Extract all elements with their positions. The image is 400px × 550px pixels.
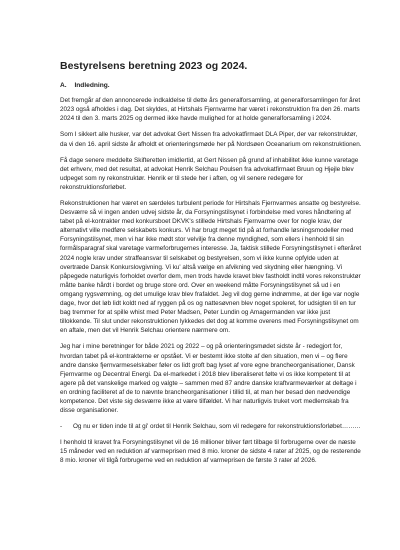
paragraph: Som I sikkert alle husker, var det advokat Gert Nissen fra advokatfirmaet DLA Piper, der var rekonstruktør, da vi den 16. april sidste år afholdt et orienteringsmøde her på Nordsøen Oceanarium om rekonstruktionen. (60, 131, 362, 148)
paragraph: Jeg har i mine beretninger for både 2021 og 2022 – og på orienteringsmødet sidste år - redegjort for, hvordan tabet på el-kontrakterne er opstået. Vi er bestemt ikke stolte af den situation, men vi – og flere andre danske fjernvarmeselskaber føler os lidt groft bag lyset af vore egne brancheorganisationer, Dansk Fjernvarme og Decentral Energi. Da el-markedet i 2018 blev liberaliseret følte vi os ikke kompetent til at agere på det vanskelige marked og valgte – sammen med 87 andre danske kraftvarmeværker at deltage i en ordning faciliteret af de to nævnte brancheorganisationer i tillid til, at man her besad den nødvendige kompetence. Det viste sig desværre ikke at være tilfældet. Vi har naturligvis truket vort medlemskab fra disse organisationer. (60, 343, 357, 415)
section-heading (60, 82, 362, 91)
paragraph: Det fremgår af den annoncerede indkaldelse til dette års generalforsamling, at generalforsamlingen for året 2023 også afholdes i dag. Det skyldes, at Hirtshals Fjernvarme har været i rekonstruktion fra den 26. marts 2024 til den 3. marts 2025 og dermed ikke havde mulighed for at holde generalforsamling i 2024. (60, 97, 361, 123)
list-item-text: Og nu er tiden inde til at gi' ordet til Henrik Selchau, som vil redegøre for rekonstruktionsforløbet……… (73, 423, 361, 431)
closing-paragraph: I henhold til kravet fra Forsyningstilsynet vil de 16 millioner bliver ført tilbage til forbrugerne over de næste 15 måneder ved en reduktion af varmeprisen med 8 mio. kroner de sidste 4 rater af 2025, og de resterende 8 mio. kroner vil tilgå forbrugerne ved en reduktion af varmeprisen de første 3 rater af 2026. (60, 439, 361, 465)
section-title: Indledning. (74, 81, 110, 89)
paragraph: Rekonstruktionen har været en særdeles turbulent periode for Hirtshals Fjernvarmes ansatte og bestyrelse. Desværre så vi ingen anden udvej sidste år, da Forsyningstilsynet i forbindelse med vores håndtering af tabet på el-kontrakter med konkursboet DKVK's stillede Hirtshals Fjernvarme over for nogle krav, der alternativt ville medføre selskabets konkurs. Vi har brugt meget tid på at forhandle løsningsmodeller med Forsyningstilsynet, men vi har ikke mødt stor velvilje fra denne myndighed, som ellers i henhold til sin formålsparagraf skal varetage varmeforbrugernes interesse. Ja, faktisk stillede Forsyningstilsynet i efteråret 2024 nogle krav under straffeansvar til selskabet og bestyrelsen, som vi ikke kunne opfylde uden at overtræde Dansk Konkurslovgivning. Vi ku' altså vælge en afvikning ved skydning eller hængning. Vi påpegede naturligvis forholdet overfor dem, men trods havde kravet blev fastholdt indtil vores rekonstruktør måtte banke hårdt i bordet og bruge store ord. Over en weekend måtte Forsyningstilsynet så ud i en omgang rygsvømning, og det umulige krav blev frafaldet. Jeg vil dog gerne indrømme, at der lige var nogle dage, hvor det løb lidt koldt ned af ryggen på os og nattesøvnen blev noget spoleret, for udsigten til en tur bag tremmer for at spille whist med Peter Madsen, Peter Lundin og Amagermanden var ikke just tillokkende. Til slut under rekonstruktionen lykkedes det dog at komme overens med Forsyningstilsynet om en aftale, men det vil Henrik Selchau orientere nærmere om. (60, 200, 362, 335)
list-marker: - (60, 423, 63, 431)
paragraph: Få dage senere meddelte Skifteretten imidlertid, at Gert Nissen på grund af inhabilitet ikke kunne varetage det erhverv, med det resultat, at advokat Henrik Selchau Poulsen fra advokatfirmaet Bruun og Hjejle blev udpeget som ny rekonstruktør. Henrik er til stede her i aften, og vil senere redegøre for rekonstruktionsforløbet. (60, 156, 359, 191)
list-item (60, 422, 362, 431)
section-number: A. (60, 81, 67, 89)
document-title: Bestyrelsens beretning 2023 og 2024. (60, 60, 248, 72)
dash-list (60, 422, 362, 431)
